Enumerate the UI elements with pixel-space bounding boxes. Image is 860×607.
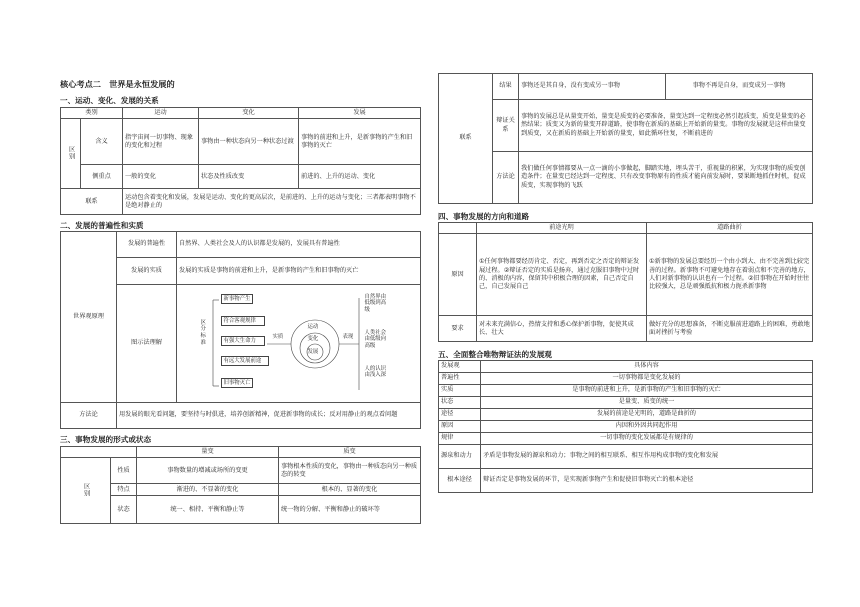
cell-quant-nature: 事物数量的增减或场所的变更 bbox=[137, 458, 279, 484]
header-empty bbox=[61, 447, 137, 458]
cell-quant-result: 事物还是其自身，没有变成另一事物 bbox=[519, 74, 666, 100]
cell-motion-focus: 一般的变化 bbox=[123, 165, 199, 189]
cell-methodology: 用发展的眼光看问题，要坚持与时俱进，培养创新精神，促进新事物的成长；反对用静止的观点看问题 bbox=[117, 403, 421, 429]
cell-cause-2: 内因和外因共同起作用 bbox=[481, 421, 813, 433]
circle-motion: 运动 bbox=[307, 323, 319, 330]
header-bright-future: 前途光明 bbox=[477, 223, 647, 234]
row-label-source: 源泉和动力 bbox=[439, 445, 481, 469]
section-3-heading: 三、事物发展的形式或状态 bbox=[60, 435, 152, 444]
row-label-dialectic: 辩证关系 bbox=[493, 100, 519, 152]
cell-quant-state: 统一、相持、平衡和静止等 bbox=[137, 496, 279, 524]
worldview-label: 世界观原理 bbox=[61, 232, 117, 403]
group-label-difference: 区别 bbox=[61, 119, 81, 189]
row-label-result: 结果 bbox=[493, 74, 519, 100]
cell-tortuous-requirement: 做好充分的思想准备，不断克服前进道路上的困难，勇敢地面对挫折与考验 bbox=[647, 316, 813, 342]
row-label-requirement: 要求 bbox=[439, 316, 477, 342]
bright-future: 有远大发展前途 bbox=[221, 356, 269, 367]
old-thing-dies: 旧事物灭亡 bbox=[221, 378, 254, 389]
cell-essence: 发展的实质是事物的前进和上升，是新事物的产生和旧事物的灭亡 bbox=[177, 258, 421, 285]
cell-essence-2: 是事物的前进和上升，是新事物的产生和旧事物的灭亡 bbox=[481, 385, 813, 397]
cell-law: 一切事物的变化发展都是有规律的 bbox=[481, 433, 813, 445]
cell-method: 我们做任何事情都要从一点一滴的小事做起，脚踏实地，埋头苦干，重视量的积累，为实现事物的质变创造条件；在量变已经达到一定程度、只有改变事物原有的性质才能向前发展时，要果断地抓住时机，促成质变，实现事物的飞跃 bbox=[519, 152, 813, 204]
circle-development: 发展 bbox=[307, 348, 319, 355]
connection-label: 联系 bbox=[439, 74, 493, 204]
row-label-method: 方法论 bbox=[493, 152, 519, 204]
cell-bright-cause: ①任何事物都要经历肯定、否定，再到否定之否定的辩证发展过程。②辩证否定的实质是扬弃，通过克服旧事物中过时的、消极的内容，保留其中积极合理的因素，自己否定自己，自己发展自己 bbox=[477, 234, 647, 316]
header-development-view: 发展观 bbox=[439, 361, 481, 373]
development-universality-table bbox=[60, 231, 421, 429]
header-content: 具体内容 bbox=[481, 361, 813, 373]
cell-tortuous-cause: ①新事物的发展总要经历一个由小到大、由不完善到比较完善的过程。新事物不可避免地存在着弱点和不完善的地方，人们对新事物的认识也有一个过程。②旧事物在开始时往往比较强大，总是顽强抵抗和极力扼杀新事物 bbox=[647, 234, 813, 316]
header-quantitative: 量变 bbox=[137, 447, 279, 458]
row-label-meaning: 含义 bbox=[81, 119, 123, 165]
manifest-label: 表现 bbox=[342, 333, 354, 340]
cell-connection: 运动包含着变化和发展，发展是运动、变化的更高层次，是前进的、上升的运动与变化；三者都表明事物不是绝对静止的 bbox=[123, 189, 421, 215]
row-label-state-2: 状态 bbox=[439, 397, 481, 409]
cell-qual-feature: 根本的、显著的变化 bbox=[279, 484, 421, 496]
header-category: 类别 bbox=[61, 108, 123, 119]
section-1-heading: 一、运动、变化、发展的关系 bbox=[60, 96, 159, 105]
cell-bright-requirement: 对未来充满信心，热情支持和悉心保护新事物，促使其成长、壮大 bbox=[477, 316, 647, 342]
cell-develop-focus: 前进的、上升的运动、变化 bbox=[299, 165, 421, 189]
row-label-fundamental: 根本途径 bbox=[439, 469, 481, 493]
cell-quant-feature: 渐进的、不显著的变化 bbox=[137, 484, 279, 496]
criteria-label: 区分标准 bbox=[200, 319, 206, 346]
row-label-nature: 性质 bbox=[111, 458, 137, 484]
quant-qual-connection-table bbox=[438, 73, 813, 204]
row-label-connection: 联系 bbox=[61, 189, 123, 215]
cell-change-focus: 状态及性质改变 bbox=[199, 165, 299, 189]
section-5-heading: 五、全面整合唯物辩证法的发展观 bbox=[438, 350, 552, 359]
cognition-shallow-to-deep: 人的认识由浅入深 bbox=[364, 365, 387, 379]
row-label-cause: 原因 bbox=[439, 234, 477, 316]
motion-change-development-table bbox=[60, 107, 421, 215]
cell-dialectic: 事物的发展总是从量变开始，量变是质变的必要准备，量变达到一定程度必然引起质变，质变是量变的必然结果；质变又为新的量变开辟道路，使事物在新质的基础上开始新的量变。事物的发展就是这样由量变到质变，又在新质的基础上开始新的量变，如此循环往复，不断前进的 bbox=[519, 100, 813, 152]
cell-qual-state: 统一物的分解、平衡和静止的破坏等 bbox=[279, 496, 421, 524]
row-label-law: 规律 bbox=[439, 433, 481, 445]
header-development: 发展 bbox=[299, 108, 421, 119]
header-motion: 运动 bbox=[123, 108, 199, 119]
cell-path: 发展的前途是光明的，道路是曲折的 bbox=[481, 409, 813, 421]
row-label-path: 途径 bbox=[439, 409, 481, 421]
cell-fundamental: 辩证否定是事物发展的环节，是实现新事物产生和促使旧事物灭亡的根本途径 bbox=[481, 469, 813, 493]
row-label-focus: 侧重点 bbox=[81, 165, 123, 189]
society-low-to-high: 人类社会由低级向高级 bbox=[364, 329, 387, 349]
cell-source: 矛盾是事物发展的源泉和动力；事物之间的相互联系、相互作用构成事物的变化和发展 bbox=[481, 445, 813, 469]
quantitative-qualitative-table bbox=[60, 446, 421, 524]
circle-change: 变化 bbox=[307, 335, 319, 342]
row-label-universality-2: 普遍性 bbox=[439, 373, 481, 385]
cell-universality-2: 一切事物都是变化发展的 bbox=[481, 373, 813, 385]
header-tortuous-path: 道路曲折 bbox=[647, 223, 813, 234]
row-label-essence: 发展的实质 bbox=[117, 258, 177, 285]
header-qualitative: 质变 bbox=[279, 447, 421, 458]
cell-state-2: 是量变、质变的统一 bbox=[481, 397, 813, 409]
conform-law: 符合客观规律 bbox=[221, 316, 265, 327]
row-label-universality: 发展的普遍性 bbox=[117, 232, 177, 258]
row-label-cause-2: 原因 bbox=[439, 421, 481, 433]
cell-change-meaning: 事物由一种状态向另一种状态过渡 bbox=[199, 119, 299, 165]
cell-develop-meaning: 事物的前进和上升，是新事物的产生和旧事物的灭亡 bbox=[299, 119, 421, 165]
new-thing-born: 新事物产生 bbox=[221, 294, 254, 305]
page-title: 核心考点二 世界是永恒发展的 bbox=[60, 79, 175, 89]
group-label-difference-2: 区别 bbox=[61, 458, 111, 524]
direction-path-table bbox=[438, 222, 813, 342]
header-blank bbox=[439, 223, 477, 234]
cell-qual-result: 事物不再是自身，而变成另一事物 bbox=[666, 74, 813, 100]
row-label-essence-2: 实质 bbox=[439, 385, 481, 397]
row-label-methodology: 方法论 bbox=[61, 403, 117, 429]
cell-diagram bbox=[177, 285, 421, 403]
development-view-table bbox=[438, 360, 813, 493]
substance-label: 实质 bbox=[272, 333, 284, 340]
cell-motion-meaning: 指宇宙间一切事物、现象的变化和过程 bbox=[123, 119, 199, 165]
row-label-state: 状态 bbox=[111, 496, 137, 524]
cell-qual-nature: 事物根本性质的变化，事物由一种质态向另一种质态的转变 bbox=[279, 458, 421, 484]
section-2-heading: 二、发展的普遍性和实质 bbox=[60, 221, 144, 230]
section-4-heading: 四、事物发展的方向和道路 bbox=[438, 212, 530, 221]
development-diagram bbox=[183, 290, 415, 398]
row-label-feature: 特点 bbox=[111, 484, 137, 496]
header-change: 变化 bbox=[199, 108, 299, 119]
strong-vitality: 有强大生命力 bbox=[221, 336, 265, 347]
cell-universality: 自然界、人类社会及人的认识都是发展的，发展具有普遍性 bbox=[177, 232, 421, 258]
nature-low-to-high: 自然界由低级到高级 bbox=[364, 293, 387, 313]
row-label-diagram: 图示法理解 bbox=[117, 285, 177, 403]
